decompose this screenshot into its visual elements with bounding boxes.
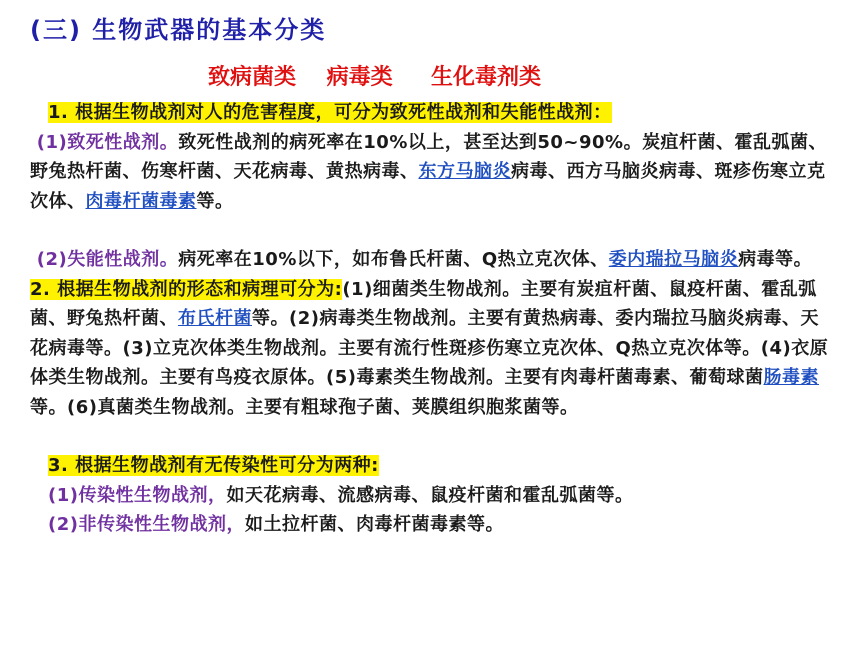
section1-heading-line (30, 98, 830, 128)
link-botulinum-toxin[interactable]: 肉毒杆菌毒素 (85, 190, 197, 212)
section3-item1-label: (1)传染性生物战剂， (48, 484, 227, 506)
category-pathogenic-bacteria: 致病菌类 (208, 65, 297, 90)
link-enterotoxin[interactable]: 肠毒素 (763, 367, 819, 388)
link-venezuelan-equine-encephalitis[interactable]: 委内瑞拉马脑炎 (608, 249, 739, 270)
incapacitating-label: (2)失能性战剂。 (36, 249, 179, 270)
lethal-label: (1)致死性战剂。 (36, 131, 179, 153)
section2-text-c: 等。(6)真菌类生物战剂。主要有粗球孢子菌、荚膜组织胞浆菌等。 (30, 396, 579, 418)
spacer (30, 422, 830, 451)
category-biochemical-toxin: 生化毒剂类 (430, 65, 541, 90)
section3-item1-text: 如天花病毒、流感病毒、鼠疫杆菌和霍乱弧菌等。 (226, 484, 634, 506)
lethal-text-b: 病毒、西方马脑炎病毒、斑疹伤寒立克次体、 (30, 161, 826, 212)
section3-item2 (30, 510, 830, 540)
lethal-text-c: 等。 (196, 190, 234, 212)
link-eastern-equine-encephalitis[interactable]: 东方马脑炎 (418, 161, 511, 182)
link-brucella[interactable]: 布氏杆菌 (178, 308, 252, 329)
incapacitating-text-a: 病死率在10%以下，如布鲁氏杆菌、Q热立克次体、 (178, 249, 609, 270)
category-virus: 病毒类 (326, 65, 393, 90)
section2-text-b: 等。(2)病毒类生物战剂。主要有黄热病毒、委内瑞拉马脑炎病毒、天花病毒等。(3)立克次体类生物战剂。主要有流行性斑疹伤寒立克次体、Q热立克次体等。(4)衣原体类生物战剂。主要有鸟疫衣原体。(5)毒素类生物战剂。主要有肉毒杆菌毒素、葡萄球菌 (30, 308, 829, 388)
section1-heading: 1. 根据生物战剂对人的危害程度，可分为致死性战剂和失能性战剂： (48, 102, 612, 123)
section3-heading: 3. 根据生物战剂有无传染性可分为两种: (48, 455, 379, 476)
lethal-text-a: 致死性战剂的病死率在10%以上，甚至达到50~90%。炭疽杆菌、霍乱弧菌、野兔热杆菌、伤寒杆菌、天花病毒、黄热病毒、 (30, 131, 828, 182)
section3-item2-text: 如土拉杆菌、肉毒杆菌毒素等。 (244, 514, 504, 535)
section3-item1 (30, 481, 830, 511)
lethal-paragraph (30, 128, 830, 217)
section3-heading-line (30, 451, 830, 481)
incapacitating-text-b: 病毒等。 (738, 249, 813, 270)
page-title: (三) 生物武器的基本分类 (30, 16, 327, 44)
section3-item2-label: (2)非传染性生物战剂， (48, 514, 245, 535)
section2-paragraph (30, 275, 830, 423)
section2-text-a: (1)细菌类生物战剂。主要有炭疽杆菌、鼠疫杆菌、霍乱弧菌、野兔热杆菌、 (30, 278, 817, 329)
category-row (208, 60, 541, 91)
spacer (30, 216, 830, 245)
incapacitating-paragraph (30, 245, 830, 275)
section2-heading: 2. 根据生物战剂的形态和病理可分为: (30, 278, 343, 300)
content-body (30, 98, 830, 540)
